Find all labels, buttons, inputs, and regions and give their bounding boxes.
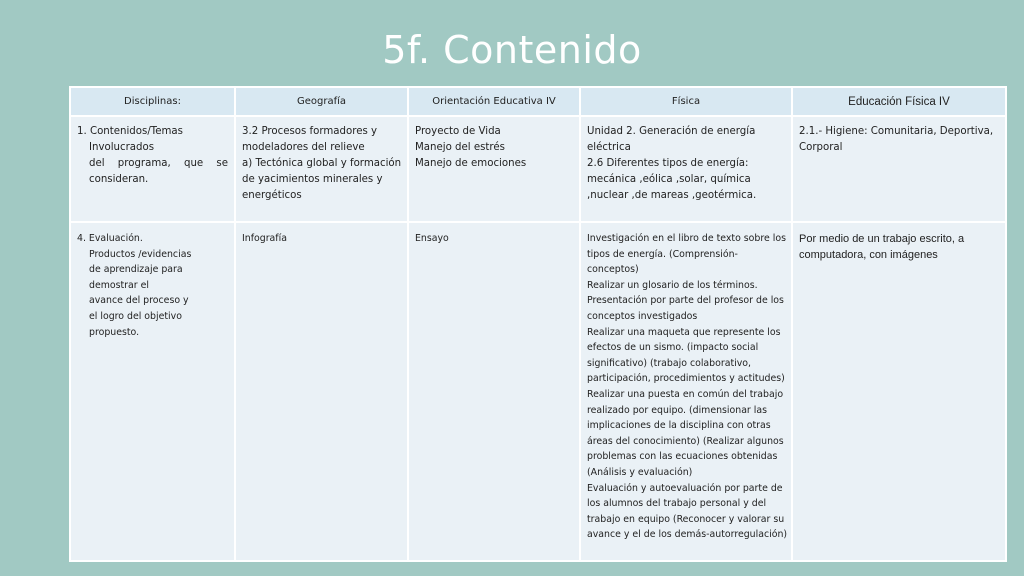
text-line: 4. Evaluación. bbox=[77, 233, 143, 244]
header-educacion-fisica: Educación Física IV bbox=[792, 87, 1006, 116]
text-line: avance del proceso y bbox=[89, 295, 189, 307]
text-line: implicaciones de la disciplina con otras bbox=[587, 420, 771, 432]
text-line: demostrar el bbox=[89, 279, 149, 291]
header-orientacion: Orientación Educativa IV bbox=[408, 87, 580, 116]
text-line: conceptos investigados bbox=[587, 310, 698, 322]
text-line: participación, procedimientos y actitudes) bbox=[587, 373, 785, 385]
text-line: 2.1.- Higiene: Comunitaria, Deportiva, bbox=[799, 126, 994, 137]
text-line: Corporal bbox=[799, 142, 843, 153]
text-line: 2.6 Diferentes tipos de energía: bbox=[587, 158, 749, 169]
text-line: eléctrica bbox=[587, 142, 631, 153]
cell-evaluacion-fisica bbox=[580, 222, 792, 561]
text-line: realizado por equipo. (dimensionar las bbox=[587, 404, 768, 416]
text-line: los alumnos del trabajo personal y del bbox=[587, 498, 767, 510]
text-line: Investigación en el libro de texto sobre los bbox=[587, 233, 786, 244]
text-line: ,nuclear ,de mareas ,geotérmica. bbox=[587, 190, 757, 201]
text-line: trabajo en equipo (Reconocer y valorar su bbox=[587, 513, 785, 525]
text-line: mecánica ,eólica ,solar, química bbox=[587, 174, 751, 185]
word: que bbox=[183, 158, 204, 169]
text-line: problemas con las ecuaciones obtenidas bbox=[587, 451, 778, 463]
text-line: propuesto. bbox=[89, 326, 140, 338]
text-line: tipos de energía. (Comprensión- bbox=[587, 248, 738, 260]
header-fisica: Física bbox=[580, 87, 792, 116]
text-line: Por medio de un trabajo escrito, a bbox=[799, 233, 965, 245]
text-line: de aprendizaje para bbox=[89, 264, 183, 276]
header-row bbox=[70, 87, 1006, 116]
cell-contenidos-fisica bbox=[580, 116, 792, 222]
word: se bbox=[216, 158, 228, 169]
text-line: Manejo de emociones bbox=[415, 158, 527, 169]
cell-contenidos-label bbox=[70, 116, 235, 222]
text-line: energéticos bbox=[242, 190, 302, 201]
text-line: Unidad 2. Generación de energía bbox=[587, 126, 756, 137]
text-line: 1. Contenidos/Temas bbox=[77, 126, 183, 137]
page-title: 5f. Contenido bbox=[382, 28, 642, 72]
word: del bbox=[89, 158, 105, 169]
text-line bbox=[77, 156, 228, 172]
text-line: efectos de un sismo. (impacto social bbox=[587, 342, 759, 354]
text-line: consideran. bbox=[89, 174, 149, 185]
text-line: de yacimientos minerales y bbox=[242, 174, 383, 185]
table-row-contenidos bbox=[70, 116, 1006, 222]
cell-evaluacion-label bbox=[70, 222, 235, 561]
text-line: modeladores del relieve bbox=[242, 142, 365, 153]
text-line: Infografía bbox=[242, 233, 287, 244]
text-line: avance y el de los demás-autorregulación) bbox=[587, 529, 788, 541]
header-disciplinas: Disciplinas: bbox=[70, 87, 235, 116]
text-line: Realizar una maqueta que represente los bbox=[587, 326, 781, 338]
text-line: Productos /evidencias bbox=[89, 248, 192, 260]
cell-evaluacion-geografia bbox=[235, 222, 408, 561]
text-line: Evaluación y autoevaluación por parte de bbox=[587, 482, 783, 494]
text-line: computadora, con imágenes bbox=[799, 249, 938, 261]
header-geografia: Geografía bbox=[235, 87, 408, 116]
word: programa, bbox=[117, 158, 171, 169]
text-line: Proyecto de Vida bbox=[415, 126, 501, 137]
text-line: el logro del objetivo bbox=[89, 310, 182, 322]
text-line: Realizar una puesta en común del trabajo bbox=[587, 388, 784, 400]
text-line: Presentación por parte del profesor de los bbox=[587, 295, 784, 307]
text-line: conceptos) bbox=[587, 264, 639, 276]
content-table bbox=[69, 86, 1007, 562]
table-row-evaluacion bbox=[70, 222, 1006, 561]
cell-contenidos-educacion-fisica bbox=[792, 116, 1006, 222]
text-line: Involucrados bbox=[89, 142, 155, 153]
text-line: áreas del conocimiento) (Realizar algunos bbox=[587, 435, 784, 447]
text-line: Ensayo bbox=[415, 233, 449, 244]
cell-evaluacion-orientacion bbox=[408, 222, 580, 561]
text-line: a) Tectónica global y formación bbox=[242, 158, 402, 169]
cell-contenidos-orientacion bbox=[408, 116, 580, 222]
cell-contenidos-geografia bbox=[235, 116, 408, 222]
text-line: 3.2 Procesos formadores y bbox=[242, 126, 378, 137]
text-line: Manejo del estrés bbox=[415, 142, 505, 153]
text-line: (Análisis y evaluación) bbox=[587, 466, 693, 478]
cell-evaluacion-educacion-fisica bbox=[792, 222, 1006, 561]
text-line: Realizar un glosario de los términos. bbox=[587, 279, 758, 291]
text-line: significativo) (trabajo colaborativo, bbox=[587, 357, 752, 369]
